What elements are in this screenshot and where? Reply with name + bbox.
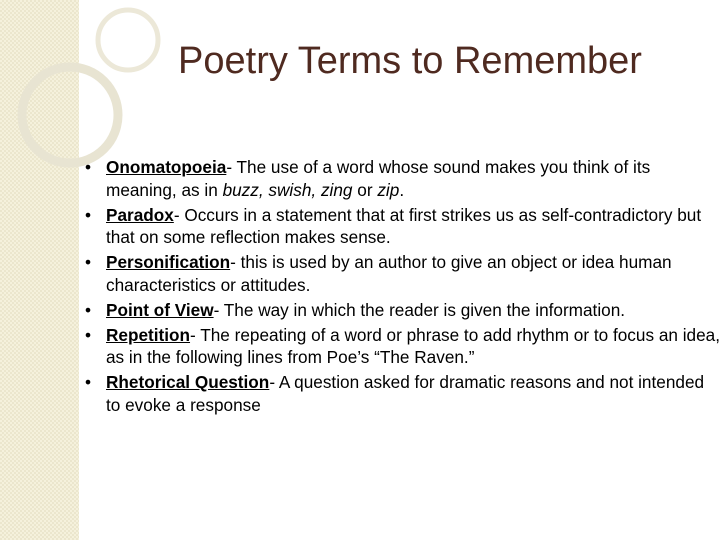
bullet: • — [85, 372, 92, 392]
term-label: Rhetorical Question — [106, 372, 270, 392]
term-example: zip — [377, 179, 400, 200]
term-label: Onomatopoeia — [106, 157, 227, 177]
term-separator: - — [230, 252, 241, 272]
term-label: Repetition — [106, 324, 191, 345]
term-separator: - — [226, 157, 237, 177]
bullet: • — [85, 252, 92, 272]
term-label: Paradox — [106, 204, 174, 225]
list-item — [82, 371, 720, 416]
term-definition: or — [352, 179, 378, 200]
list-item — [82, 251, 720, 296]
bullet: • — [85, 204, 92, 225]
bullet: • — [85, 324, 92, 345]
slide-title: Poetry Terms to Remember — [178, 40, 642, 82]
term-definition: A question asked for dramatic reasons and not intended to evoke a response — [106, 372, 705, 415]
term-definition: The use of a word whose sound makes you think of its meaning, as in — [106, 157, 651, 200]
term-definition: this is used by an author to give an object or idea human characteristics or attitudes. — [106, 252, 672, 295]
term-definition: The repeating of a word or phrase to add rhythm or to focus an idea, as in the following lines from Poe’s “The Raven.” — [106, 324, 720, 367]
list-item — [82, 324, 720, 369]
bullet: • — [85, 299, 92, 320]
list-item — [82, 156, 720, 201]
bullet: • — [85, 157, 92, 177]
term-label: Personification — [106, 252, 231, 272]
term-separator: - — [190, 324, 201, 345]
term-definition: The way in which the reader is given the information. — [223, 299, 626, 320]
term-example: buzz, swish, zing — [222, 179, 353, 200]
term-separator: - — [269, 372, 279, 392]
list-item — [82, 204, 720, 249]
term-separator: - — [173, 204, 185, 225]
term-separator: - — [213, 299, 224, 320]
list-item — [82, 299, 720, 322]
term-definition: Occurs in a statement that at first strikes us as self-contradictory but that on some reflection makes sense. — [106, 204, 702, 247]
term-definition: . — [399, 179, 405, 200]
term-label: Point of View — [106, 299, 214, 320]
terms-list — [82, 156, 720, 419]
